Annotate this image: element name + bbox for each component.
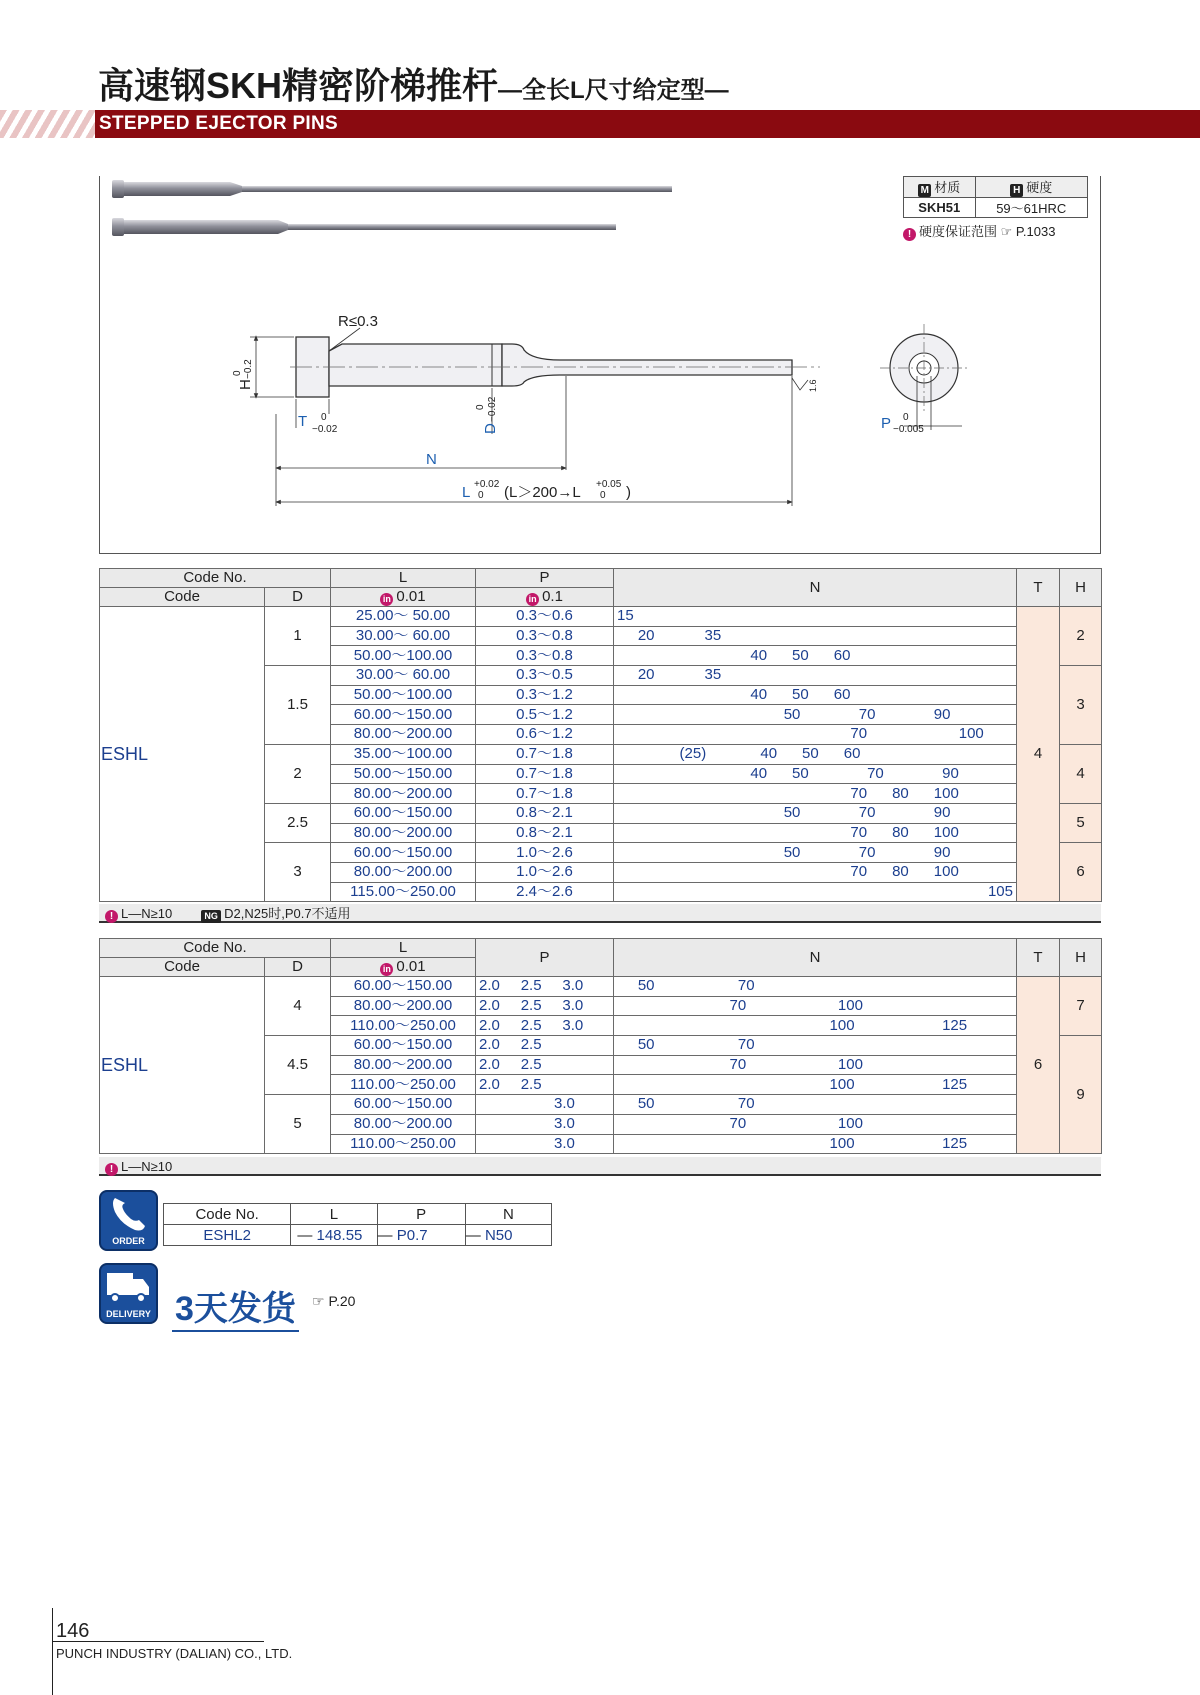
hardness-ref-link[interactable]: P.1033	[1015, 224, 1056, 239]
p-cell: 2.0 2.5 3.0	[476, 996, 614, 1016]
order-h-code: Code No.	[164, 1204, 291, 1225]
svg-text:−0.02: −0.02	[487, 396, 498, 422]
l-cell: 80.00～200.00	[331, 1114, 476, 1134]
code-cell: ESHL	[100, 607, 265, 902]
h-cell: 5	[1060, 803, 1102, 842]
svg-text:0: 0	[232, 370, 243, 376]
delivery-icon-label: DELIVERY	[106, 1309, 151, 1319]
n-cell: 50 70	[614, 977, 1017, 997]
p-cell: 2.4～2.6	[476, 882, 614, 902]
p-cell: 3.0	[476, 1134, 614, 1154]
n-cell: 50 70 90	[614, 803, 1017, 823]
p-cell: 2.0 2.5	[476, 1075, 614, 1095]
l-cell: 80.00～200.00	[331, 862, 476, 882]
unit-icon: in	[380, 593, 393, 606]
h-cell: 4	[1060, 744, 1102, 803]
band-title: STEPPED EJECTOR PINS	[99, 113, 338, 134]
hardness-badge: H	[1010, 184, 1023, 197]
d-cell: 1.5	[265, 666, 331, 745]
p-cell: 0.3～0.5	[476, 666, 614, 686]
l-cell: 60.00～150.00	[331, 803, 476, 823]
n-cell: 70 100	[614, 725, 1017, 745]
t-cell: 6	[1017, 977, 1060, 1154]
n-cell: 100 125	[614, 1075, 1017, 1095]
header-l: L	[331, 939, 476, 958]
h-cell: 9	[1060, 1036, 1102, 1154]
svg-text:−0.2: −0.2	[243, 359, 254, 379]
n-cell: 100 125	[614, 1016, 1017, 1036]
radius-label: R≤0.3	[338, 313, 378, 330]
svg-text:+0.05: +0.05	[596, 479, 622, 490]
n-cell: 15	[614, 607, 1017, 627]
pin-step	[502, 344, 792, 386]
l-cell: 50.00～100.00	[331, 685, 476, 705]
table1-note: ! L—N≥10 NG D2,N25时,P0.7不适用	[99, 904, 1101, 923]
material-header: M 材质	[904, 177, 976, 198]
n-cell: 40 50 60	[614, 685, 1017, 705]
order-v-l: — 148.55	[291, 1225, 377, 1246]
h-cell: 2	[1060, 607, 1102, 666]
table-row	[100, 607, 1102, 627]
header-h: H	[1060, 939, 1102, 977]
d-cell: 2.5	[265, 803, 331, 842]
p-cell: 0.8～2.1	[476, 803, 614, 823]
d-cell: 5	[265, 1095, 331, 1154]
n-cell: 70 100	[614, 1055, 1017, 1075]
order-example-table	[163, 1203, 552, 1246]
hardness-header: H 硬度	[975, 177, 1087, 198]
p-cell: 3.0	[476, 1095, 614, 1115]
order-icon-label: ORDER	[112, 1236, 145, 1246]
order-h-n: N	[465, 1204, 551, 1225]
d-cell: 4	[265, 977, 331, 1036]
n-cell: 105	[614, 882, 1017, 902]
code-cell: ESHL	[100, 977, 265, 1154]
pin-short	[112, 218, 616, 236]
delivery-ref	[312, 1293, 355, 1310]
svg-text:0: 0	[475, 404, 486, 410]
svg-text:0: 0	[478, 490, 484, 501]
header-p: P	[476, 939, 614, 977]
title-subtitle: —全长L尺寸给定型—	[498, 77, 729, 104]
unit-icon: in	[526, 593, 539, 606]
delivery-ref-link[interactable]: P.20	[328, 1293, 356, 1309]
footer-vline	[52, 1608, 53, 1695]
unit-icon: in	[380, 963, 393, 976]
l-cell: 60.00～150.00	[331, 977, 476, 997]
p-cell: 2.0 2.5 3.0	[476, 1016, 614, 1036]
l-cell: 110.00～250.00	[331, 1134, 476, 1154]
l-cell: 115.00～250.00	[331, 882, 476, 902]
spec-table-2	[99, 938, 1102, 1154]
p-cell: 0.3～0.8	[476, 646, 614, 666]
l-cell: 50.00～150.00	[331, 764, 476, 784]
l-cell: 60.00～150.00	[331, 843, 476, 863]
svg-text:(L＞200→L: (L＞200→L	[504, 484, 581, 501]
header-code-no: Code No.	[100, 939, 331, 958]
n-cell: 70 100	[614, 1114, 1017, 1134]
material-value: SKH51	[904, 198, 976, 218]
d-cell: 3	[265, 843, 331, 902]
svg-text:−0.02: −0.02	[312, 424, 338, 435]
no-badge: NG	[201, 910, 221, 923]
p-cell: 0.3～0.8	[476, 626, 614, 646]
p-cell: 2.0 2.5 3.0	[476, 977, 614, 997]
l-cell: 80.00～200.00	[331, 1055, 476, 1075]
n-cell: 50 70	[614, 1095, 1017, 1115]
pointing-hand-icon: ☞	[312, 1293, 325, 1309]
header-code: Code	[100, 958, 265, 977]
order-v-n: — N50	[465, 1225, 551, 1246]
material-badge: M	[918, 184, 931, 197]
h-cell: 7	[1060, 977, 1102, 1036]
order-h-l: L	[291, 1204, 377, 1225]
l-cell: 60.00～150.00	[331, 1095, 476, 1115]
p-cell: 0.3～0.6	[476, 607, 614, 627]
header-t: T	[1017, 569, 1060, 607]
l-cell: 60.00～150.00	[331, 705, 476, 725]
pointing-hand-icon: ☞	[1000, 224, 1013, 239]
hardness-value: 59～61HRC	[975, 198, 1087, 218]
p-cell: 1.0～2.6	[476, 843, 614, 863]
n-cell: 100 125	[614, 1134, 1017, 1154]
header-h: H	[1060, 569, 1102, 607]
header-code: Code	[100, 588, 265, 607]
n-cell: 70 80 100	[614, 823, 1017, 843]
band-stripes	[0, 110, 95, 138]
info-icon: !	[105, 1163, 118, 1176]
page-title	[98, 58, 729, 109]
product-photo	[108, 178, 678, 244]
delivery-text: 3天发货	[172, 1281, 299, 1332]
L-label: L	[462, 484, 471, 501]
l-cell: 80.00～200.00	[331, 823, 476, 843]
p-cell: 0.8～2.1	[476, 823, 614, 843]
header-n: N	[614, 939, 1017, 977]
svg-text:0: 0	[321, 412, 327, 423]
n-cell: 70 80 100	[614, 862, 1017, 882]
pin-body	[329, 344, 502, 386]
table2-note: ! L—N≥10	[99, 1157, 1101, 1176]
p-cell: 3.0	[476, 1114, 614, 1134]
svg-text:0: 0	[903, 412, 909, 423]
n-cell: 20 35	[614, 626, 1017, 646]
roughness-label: 1.6	[808, 379, 818, 392]
n-cell: 50 70	[614, 1036, 1017, 1056]
l-cell: 35.00～100.00	[331, 744, 476, 764]
spec-table-1	[99, 568, 1102, 902]
p-cell: 0.6～1.2	[476, 725, 614, 745]
l-cell: 80.00～200.00	[331, 725, 476, 745]
order-icon	[99, 1190, 158, 1251]
l-cell: 50.00～100.00	[331, 646, 476, 666]
P-label: P	[881, 415, 892, 432]
end-view	[880, 324, 968, 430]
n-cell: 40 50 70 90	[614, 764, 1017, 784]
p-cell: 2.0 2.5	[476, 1036, 614, 1056]
n-cell: 50 70 90	[614, 705, 1017, 725]
l-cell: 25.00～ 50.00	[331, 607, 476, 627]
pin-long	[112, 180, 672, 198]
title-main: 高速钢SKH精密阶梯推杆	[98, 65, 499, 106]
header-l: L	[331, 569, 476, 588]
H-label: H	[237, 379, 254, 390]
svg-text:0: 0	[600, 490, 606, 501]
svg-text:+0.02: +0.02	[474, 479, 500, 490]
order-v-code: ESHL2	[164, 1225, 291, 1246]
d-cell: 2	[265, 744, 331, 803]
D-label: D	[482, 423, 499, 434]
p-cell: 1.0～2.6	[476, 862, 614, 882]
n-cell: 70 100	[614, 996, 1017, 1016]
l-cell: 80.00～200.00	[331, 996, 476, 1016]
h-cell: 6	[1060, 843, 1102, 902]
company-name: PUNCH INDUSTRY (DALIAN) CO., LTD.	[56, 1646, 293, 1661]
header-t: T	[1017, 939, 1060, 977]
p-cell: 0.7～1.8	[476, 764, 614, 784]
info-icon: !	[105, 910, 118, 923]
info-icon: !	[903, 228, 916, 241]
p-cell: 0.7～1.8	[476, 784, 614, 804]
section-band	[0, 110, 1200, 138]
p-cell: 2.0 2.5	[476, 1055, 614, 1075]
order-h-p: P	[377, 1204, 465, 1225]
l-cell: 60.00～150.00	[331, 1036, 476, 1056]
header-code-no: Code No.	[100, 569, 331, 588]
header-d: D	[265, 958, 331, 977]
l-cell: 30.00～ 60.00	[331, 626, 476, 646]
n-cell: (25) 40 50 60	[614, 744, 1017, 764]
n-cell: 40 50 60	[614, 646, 1017, 666]
phone-icon	[101, 1192, 156, 1236]
header-p-unit: in 0.1	[476, 588, 614, 607]
N-label: N	[426, 451, 437, 468]
hardness-note: ! 硬度保证范围 ☞ P.1033	[903, 221, 1055, 241]
dimension-drawing	[230, 310, 970, 510]
l-cell: 110.00～250.00	[331, 1016, 476, 1036]
l-cell: 110.00～250.00	[331, 1075, 476, 1095]
svg-text:): )	[626, 484, 631, 501]
p-cell: 0.5～1.2	[476, 705, 614, 725]
p-cell: 0.7～1.8	[476, 744, 614, 764]
page-number: 146	[56, 1620, 90, 1642]
header-l-unit: in 0.01	[331, 958, 476, 977]
d-cell: 1	[265, 607, 331, 666]
header-l-unit: in 0.01	[331, 588, 476, 607]
p-cell: 0.3～1.2	[476, 685, 614, 705]
n-cell: 20 35	[614, 666, 1017, 686]
table-row	[100, 977, 1102, 997]
header-n: N	[614, 569, 1017, 607]
material-table	[903, 176, 1088, 218]
T-label: T	[298, 413, 308, 430]
l-cell: 30.00～ 60.00	[331, 666, 476, 686]
truck-icon	[101, 1265, 156, 1309]
header-d: D	[265, 588, 331, 607]
h-cell: 3	[1060, 666, 1102, 745]
l-cell: 80.00～200.00	[331, 784, 476, 804]
n-cell: 70 80 100	[614, 784, 1017, 804]
n-cell: 50 70 90	[614, 843, 1017, 863]
d-cell: 4.5	[265, 1036, 331, 1095]
header-p: P	[476, 569, 614, 588]
t-cell: 4	[1017, 607, 1060, 902]
order-v-p: — P0.7	[377, 1225, 465, 1246]
delivery-icon	[99, 1263, 158, 1324]
svg-text:−0.005: −0.005	[893, 424, 924, 435]
